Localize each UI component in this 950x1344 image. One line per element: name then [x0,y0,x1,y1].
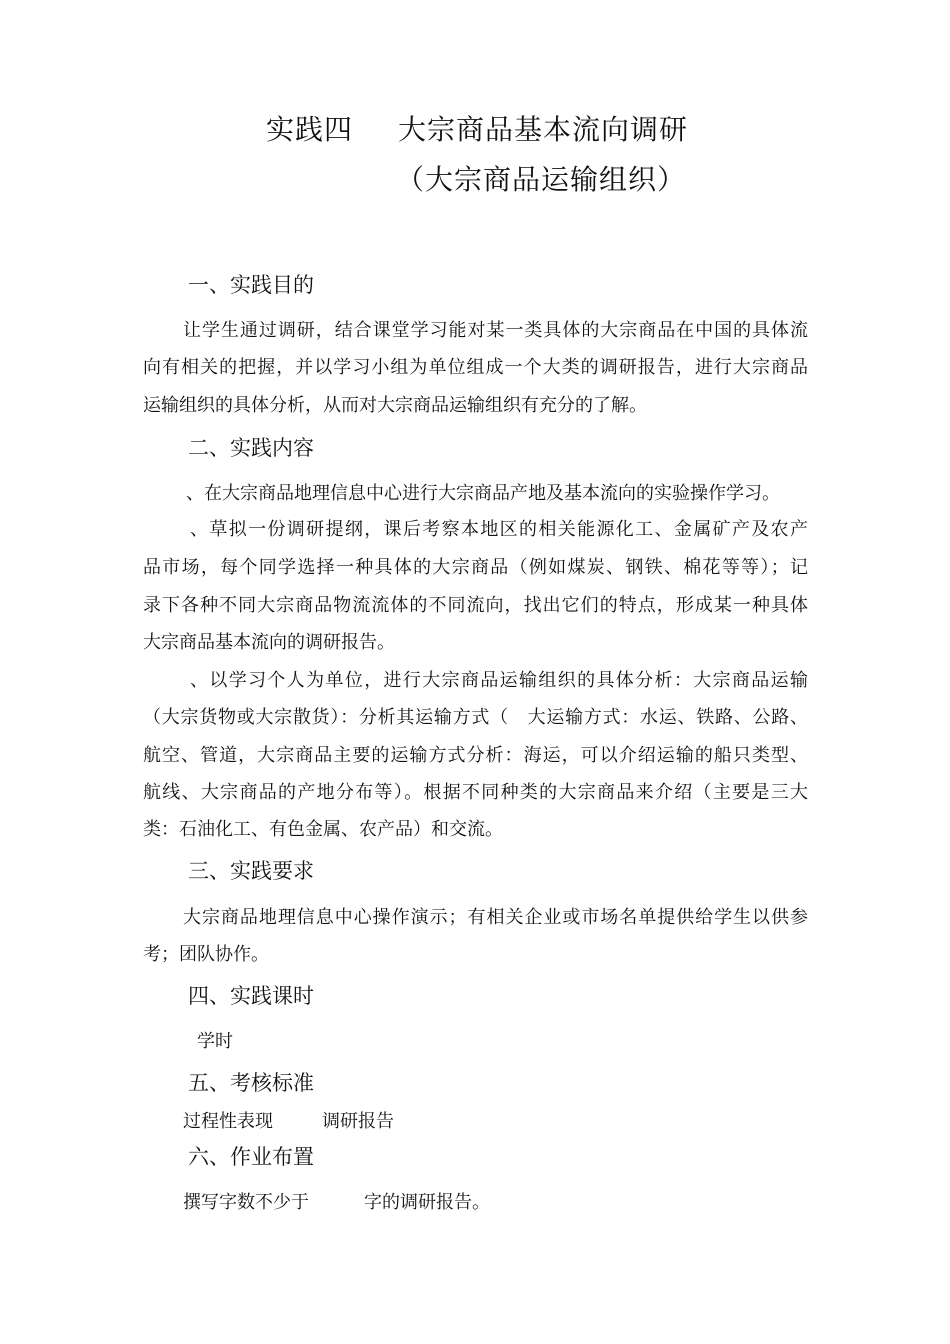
section-heading-content: 二、实践内容 [188,436,314,460]
list-item-3-line: 航空、管道，大宗商品主要的运输方式分析：海运，可以介绍运输的船只类型、 [143,745,808,766]
section-heading-assignment: 六、作业布置 [188,1145,314,1169]
list-item-3-line: 航线、大宗商品的产地分布等）。根据不同种类的大宗商品来介绍（主要是三大 [143,782,808,803]
assessment-item-process: 过程性表现 [183,1111,273,1132]
page-subtitle: （大宗商品运输组织） [396,163,687,196]
paragraph-line: 向有相关的把握，并以学习小组为单位组成一个大类的调研报告，进行大宗商品 [143,357,808,378]
list-item-3-line: 、以学习个人为单位，进行大宗商品运输组织的具体分析：大宗商品运输 [190,670,808,691]
list-item-1: 、在大宗商品地理信息中心进行大宗商品产地及基本流向的实验操作学习。 [186,483,780,504]
list-item-3-line: 类：石油化工、有色金属、农产品）和交流。 [143,819,503,840]
assignment-text-part2: 字的调研报告。 [364,1192,490,1213]
list-item-2-line: 品市场，每个同学选择一种具体的大宗商品（例如煤炭、钢铁、棉花等等）；记 [143,557,808,578]
section-heading-purpose: 一、实践目的 [188,273,314,297]
section-heading-requirements: 三、实践要求 [188,859,314,883]
hours-text: 学时 [197,1031,233,1052]
section-heading-assessment: 五、考核标准 [188,1071,314,1095]
page-title-part2: 大宗商品基本流向调研 [398,113,689,146]
list-item-2-line: 录下各种不同大宗商品物流流体的不同流向，找出它们的特点，形成某一种具体 [143,595,808,616]
paragraph-line: 大宗商品地理信息中心操作演示；有相关企业或市场名单提供给学生以供参 [183,907,808,928]
paragraph-line: 让学生通过调研，结合课堂学习能对某一类具体的大宗商品在中国的具体流 [183,320,808,341]
assessment-item-report: 调研报告 [322,1111,394,1132]
list-item-3-line: （大宗货物或大宗散货）：分析其运输方式（ 大运输方式：水运、铁路、公路、 [143,707,808,728]
paragraph-line: 运输组织的具体分析，从而对大宗商品运输组织有充分的了解。 [143,395,647,416]
list-item-2-line: 、草拟一份调研提纲，课后考察本地区的相关能源化工、金属矿产及农产 [190,519,808,540]
paragraph-line: 考；团队协作。 [143,944,269,965]
section-heading-hours: 四、实践课时 [188,984,314,1008]
list-item-2-line: 大宗商品基本流向的调研报告。 [143,632,395,653]
assignment-text-part1: 撰写字数不少于 [183,1192,309,1213]
page-title-part1: 实践四 [266,113,354,146]
